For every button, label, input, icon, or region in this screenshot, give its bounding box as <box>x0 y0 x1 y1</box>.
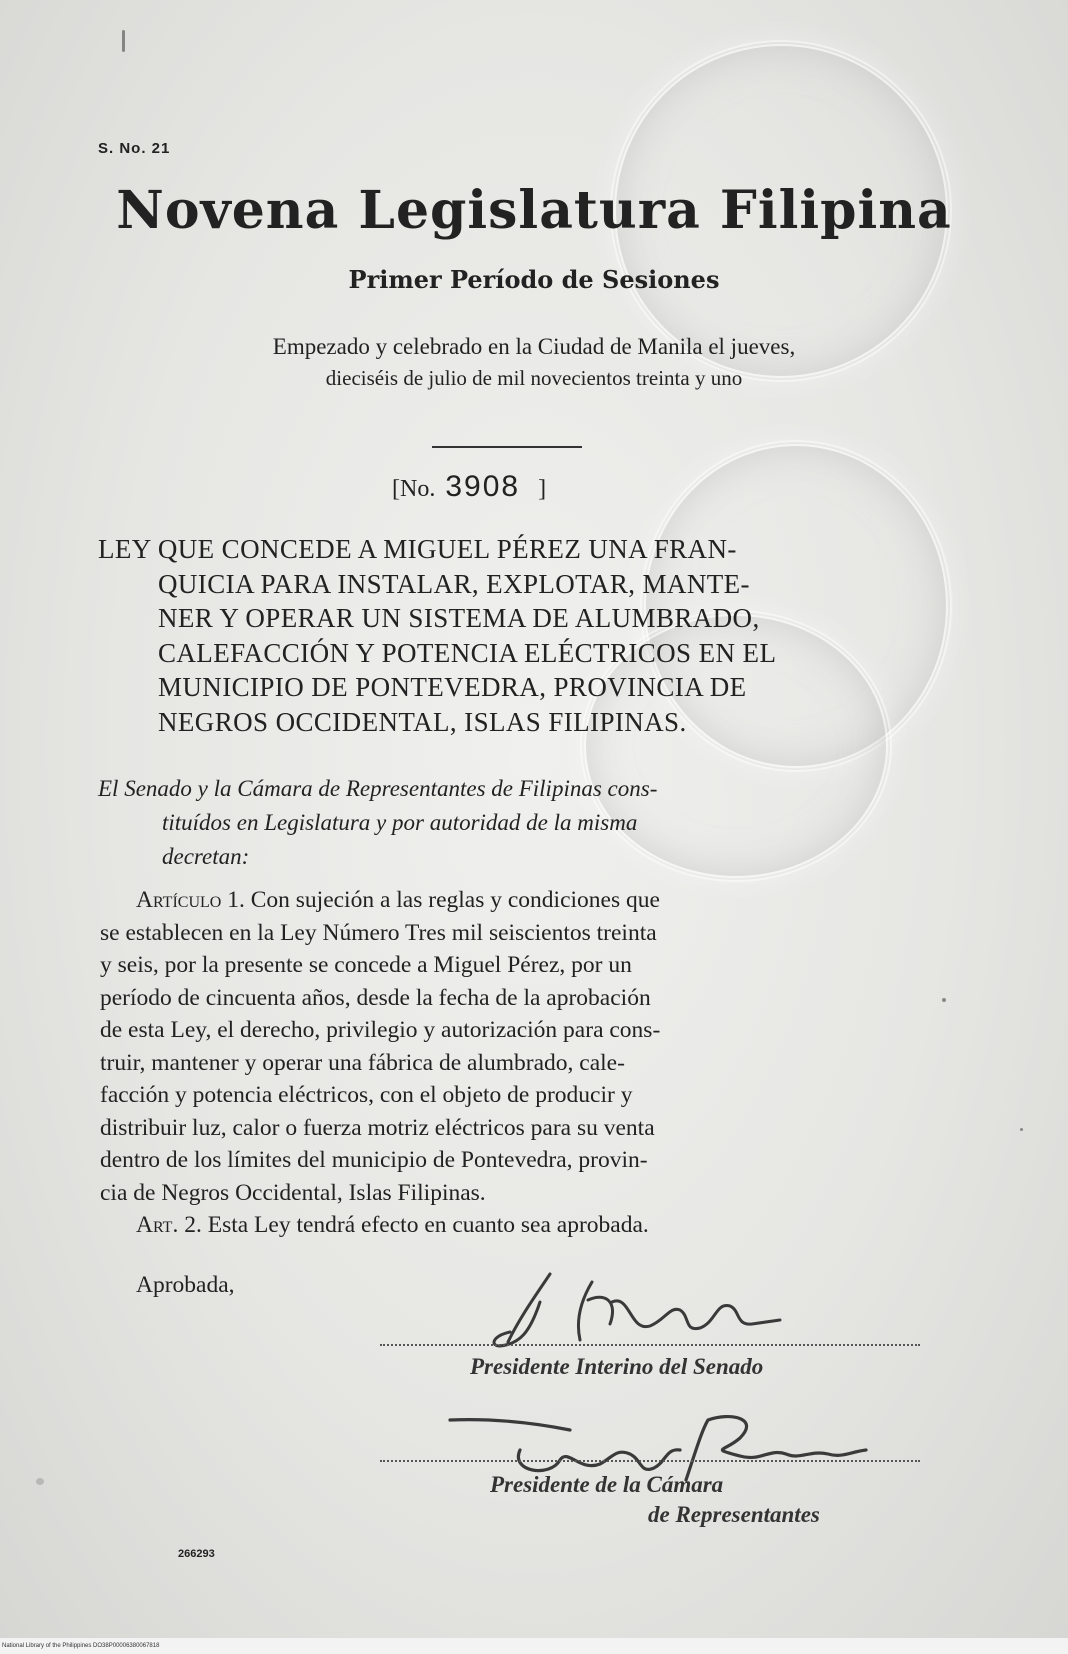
serial-number: 266293 <box>178 1548 215 1560</box>
senate-president-title: Presidente Interino del Senado <box>470 1354 764 1379</box>
paper-speck <box>122 30 125 52</box>
session-heading: Primer Período de Sesiones <box>348 265 720 294</box>
article-1-line: de esta Ley, el derecho, privilegio y autorización para cons- <box>100 1017 661 1043</box>
title-line: LEY QUE CONCEDE A MIGUEL PÉREZ UNA FRAN- <box>98 534 737 564</box>
act-number-value: 3908 <box>445 470 521 503</box>
article-1-line: cia de Negros Occidental, Islas Filipinas. <box>100 1179 486 1206</box>
divider <box>432 446 582 448</box>
article-1-line: se establecen en la Ley Número Tres mil seiscientos treinta <box>100 919 657 946</box>
article-2 <box>100 1209 940 1242</box>
act-number-prefix: [No. <box>392 476 436 502</box>
enacting-line: decretan: <box>162 844 250 869</box>
convened-line: Empezado y celebrado en la Ciudad de Manila el jueves, <box>272 334 796 359</box>
article-2-text: Esta Ley tendrá efecto en cuanto sea aprobada. <box>207 1212 649 1238</box>
act-body <box>100 884 940 1242</box>
house-speaker-title: de Representantes <box>648 1502 820 1527</box>
paper-speck <box>36 1478 44 1485</box>
article-1-first-line <box>100 884 940 917</box>
act-title <box>98 532 928 739</box>
enacting-line: tituídos en Legislatura y por autoridad de la misma <box>162 810 638 835</box>
title-line: MUNICIPIO DE PONTEVEDRA, PROVINCIA DE <box>158 672 747 702</box>
senate-president-signature <box>480 1262 810 1352</box>
article-1-line: distribuir luz, calor o fuerza motriz eléctricos para su venta <box>100 1114 655 1141</box>
article-1-line: período de cincuenta años, desde la fecha de la aprobación <box>100 984 651 1011</box>
enacting-line: El Senado y la Cámara de Representantes de Filipinas cons- <box>98 776 658 801</box>
title-line: QUICIA PARA INSTALAR, EXPLOTAR, MANTE- <box>158 568 750 599</box>
article-1-line: facción y potencia eléctricos, con el objeto de producir y <box>100 1082 633 1108</box>
article-1-text: Con sujeción a las reglas y condiciones que <box>250 887 660 913</box>
archive-footer: National Library of the Philippines DO38P00006380067818 <box>0 1638 1068 1654</box>
approval-text: Aprobada, <box>136 1272 235 1298</box>
article-2-heading: Art. 2. <box>136 1212 202 1238</box>
act-number <box>392 470 546 504</box>
signature-line <box>380 1344 920 1346</box>
enacting-clause <box>98 772 938 874</box>
article-1-line: y seis, por la presente se concede a Miguel Pérez, por un <box>100 952 632 978</box>
paper-speck <box>1020 1128 1023 1131</box>
signature-line <box>380 1460 920 1462</box>
article-1-line: dentro de los límites del municipio de Pontevedra, provin- <box>100 1147 648 1173</box>
title-line: NER Y OPERAR UN SISTEMA DE ALUMBRADO, <box>158 603 760 633</box>
title-line: CALEFACCIÓN Y POTENCIA ELÉCTRICOS EN EL <box>158 637 777 668</box>
title-line: NEGROS OCCIDENTAL, ISLAS FILIPINAS. <box>158 706 687 737</box>
paper-speck <box>942 998 946 1002</box>
senate-bill-number: S. No. 21 <box>98 140 171 157</box>
house-speaker-title: Presidente de la Cámara <box>490 1472 724 1497</box>
article-1-heading: Artículo 1. <box>136 887 245 913</box>
act-number-suffix: ] <box>538 476 547 502</box>
convened-line: dieciséis de julio de mil novecientos treinta y uno <box>325 366 743 390</box>
legislature-heading: Novena Legislatura Filipina <box>116 180 952 241</box>
article-1-line: truir, mantener y operar una fábrica de alumbrado, cale- <box>100 1049 625 1076</box>
